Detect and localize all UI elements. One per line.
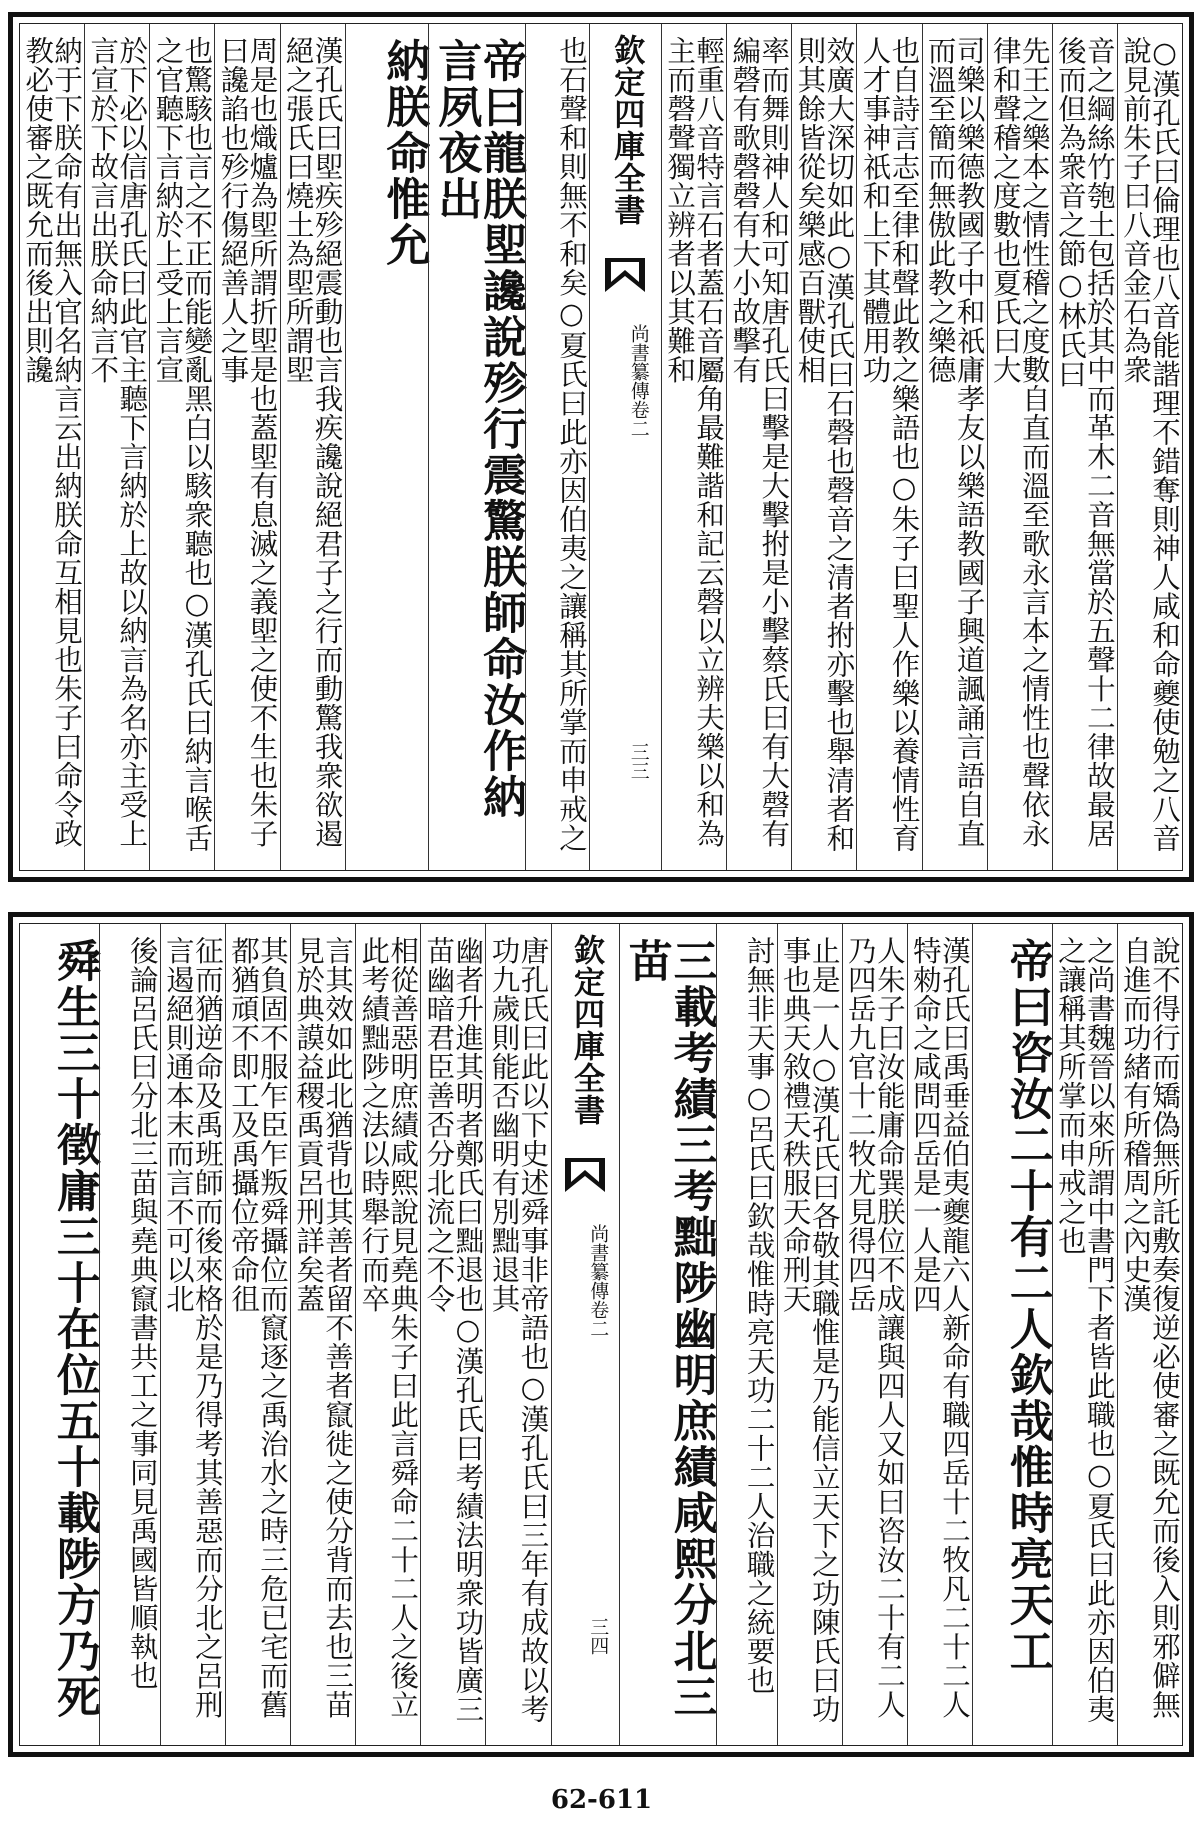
- page-number-footer: 62-611: [550, 1785, 653, 1815]
- commentary-column: 其負固不服乍臣乍叛舜攝位而竄逐之禹治水之時三危已宅而舊都猶頑不即工及禹攝位帝命徂: [225, 924, 290, 1745]
- top-book-page: [8, 12, 1194, 882]
- chapter-label: 尚書纂傳卷二: [587, 1224, 610, 1338]
- bottom-page-frame: [19, 923, 1183, 1746]
- main-text-column: 帝曰咨汝二十有二人欽哉惟時亮天工: [972, 924, 1052, 1745]
- commentary-column: 率而舞則神人和可知唐孔氏曰擊是大擊拊是小擊蔡氏曰有大磬有編磬有歌磬磬有大小故擊有: [726, 24, 791, 870]
- commentary-column: 漢孔氏曰堲疾殄絕震動也言我疾讒說絕君子之行而動驚我衆欲遏絕之張氏曰燒土為堲所謂堲: [280, 24, 345, 870]
- bottom-center-margin: [551, 924, 619, 1745]
- commentary-column: 討無非天事○呂氏曰欽哉惟時亮天功二十二人治職之統要也: [716, 924, 777, 1745]
- main-text-column: 舜生三十徵庸三十在位五十載陟方乃死: [48, 938, 100, 1720]
- chapter-label: 尚書纂傳卷二: [627, 324, 650, 438]
- main-text-column: 帝曰龍朕堲讒說殄行震驚朕師命汝作納言夙夜出: [428, 24, 525, 870]
- folio-number: 三三: [627, 742, 650, 780]
- book-title: 欽定四庫全書: [568, 934, 605, 1126]
- top-page-frame: [19, 23, 1183, 871]
- commentary-column: 司樂以樂德教國子中和祇庸孝友以樂語教國子興道諷誦言語自直而溫至簡而無傲此教之樂德: [922, 24, 987, 870]
- book-title: 欽定四庫全書: [608, 34, 645, 226]
- commentary-column: 相從善惡明庶績咸熙說見堯典朱子曰此言舜命二十二人之後立此考績黜陟之法以時舉行而卒: [355, 924, 420, 1745]
- commentary-column: 言其效如此北猶背也其善者留不善者竄徙之使分背而去也三苗見於典謨益稷禹貢呂刑詳矣蓋: [290, 924, 355, 1745]
- main-text-column: 三載考績三考黜陟幽明庶績咸熙分北三苗: [619, 924, 716, 1745]
- top-center-margin: [589, 24, 661, 870]
- commentary-column: ○漢孔氏曰倫理也八音能諧理不錯奪則神人咸和命夔使勉之八音說見前朱子曰八音金石為衆: [1117, 24, 1182, 870]
- commentary-column: 音之綱絲竹匏土包括於其中而革木二音無當於五聲十二律故最居後而但為衆音之節○林氏曰: [1052, 24, 1117, 870]
- commentary-column: 先王之樂本之情性稽之度數自直而溫至歌永言本之情性也聲依永律和聲稽之度數也夏氏曰大: [987, 24, 1052, 870]
- commentary-column: 納于下朕命有出無入官名納言云出納朕命互相見也朱子曰命令政教必使審之既允而後出則讒: [21, 36, 84, 848]
- commentary-column: 也驚駭也言之不正而能變亂黑白以駭衆聽也○漢孔氏曰納言喉舌之官聽下言納於上受上言宣: [149, 24, 214, 870]
- commentary-column: 幽者升進其明者鄭氏曰黜退也○漢孔氏曰考績法明衆功皆廣三苗幽暗君臣善否分北流之不令: [420, 924, 485, 1745]
- commentary-column: 說不得行而矯偽無所託敷奏復逆必使審之既允而後入則邪僻無自進而功緒有所稽周之內史漢: [1117, 924, 1182, 1745]
- bottom-book-page: [8, 912, 1194, 1757]
- commentary-column: 也石聲和則無不和矣○夏氏曰此亦因伯夷之讓稱其所掌而申戒之: [525, 24, 589, 870]
- commentary-column: 輕重八音特言石者蓋石音屬角最難諧和記云磬以立辨夫樂以和為主而磬聲獨立辨者以其難和: [661, 24, 726, 870]
- commentary-column: 止是一人○漢孔氏曰各敬其職惟是乃能信立天下之功陳氏曰功事也典天敘禮天秩服天命刑天: [777, 924, 842, 1745]
- commentary-column: 征而猶逆命及禹班師而後來格於是乃得考其善惡而分北之呂刑言遏絕則通本末而言不可以北: [160, 924, 225, 1745]
- commentary-column: 唐孔氏曰此以下史述舜事非帝語也○漢孔氏曰三年有成故以考功九歲則能否幽明有別黜退其: [485, 924, 550, 1745]
- commentary-column: 之尚書魏晉以來所謂中書門下者皆此職也○夏氏曰此亦因伯夷之讓稱其所掌而申戒之也: [1052, 924, 1117, 1745]
- fishtail-mark-icon: [563, 1156, 607, 1196]
- commentary-column: 也自詩言志至律和聲此教之樂語也○朱子曰聖人作樂以養情性育人才事神祇和上下其體用功: [856, 24, 921, 870]
- commentary-column: 於下必以信唐孔氏曰此官主聽下言納於上故以納言為名亦主受上言宣於下故言出朕命納言不: [84, 24, 149, 870]
- commentary-column: 漢孔氏曰禹垂益伯夷夔龍六人新命有職四岳十二牧凡二十二人特勑命之咸問四岳是一人是四: [907, 924, 972, 1745]
- folio-number: 三四: [587, 1617, 610, 1655]
- commentary-column: 效廣大深切如此○漢孔氏曰石磬也磬音之清者拊亦擊也舉清者和則其餘皆從矣樂感百獸使相: [791, 24, 856, 870]
- commentary-column: 人朱子曰汝能庸命巽朕位不成讓與四人又如曰咨汝二十有二人乃四岳九官十二牧尤見得四岳: [842, 924, 907, 1745]
- main-text-column: 納朕命惟允: [345, 24, 429, 870]
- fishtail-mark-icon: [603, 256, 647, 296]
- commentary-column: 後論呂氏曰分北三苗與堯典竄書共工之事同見禹國皆順執也: [99, 924, 160, 1745]
- commentary-column: 周是也熾爐為堲所謂折堲是也蓋堲有息滅之義堲之使不生也朱子曰讒諂也殄行傷絕善人之事: [214, 24, 279, 870]
